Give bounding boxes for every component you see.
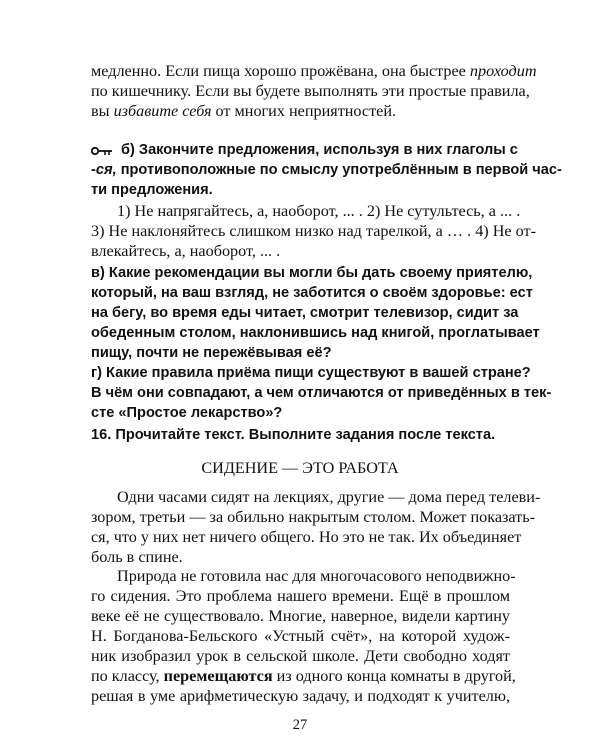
article-p2-line-5: ник изобразил урок в сельской школе. Дети свободно ходят — [91, 647, 510, 665]
article-p1-line-2: зором, третьи — за обильно накрытым столом. Может показать- — [91, 508, 536, 526]
exercise-16-heading: 16. Прочитайте текст. Выполните задания после текста. — [91, 427, 496, 443]
intro-line-1: медленно. Если пища хорошо прожёвана, она быстрее проходит — [91, 62, 537, 80]
task-b-line-1: б) Закончите предложения, используя в них глаголы с — [121, 142, 518, 158]
article-p1-line-3: ся, что у них нет ничего общего. Но это не так. Их объединяет — [91, 528, 522, 546]
highlighted-word: перемещаются — [163, 667, 273, 685]
task-v-line-1: в) Какие рекомендации вы могли бы дать своему приятелю, — [91, 265, 533, 281]
task-b-line-3: ти предложения. — [91, 182, 213, 198]
key-icon — [91, 145, 113, 157]
article-p2-line-2: го сидения. Это проблема нашего времени. Ещё в прошлом — [91, 587, 510, 605]
task-b-sentence-1: 1) Не напрягайтесь, а, наоборот, ... . 2) Не сутультесь, а ... . — [117, 202, 521, 220]
intro-line-3: вы избавите себя от многих неприятностей. — [91, 102, 397, 120]
article-title: СИДЕНИЕ — ЭТО РАБОТА — [201, 459, 399, 477]
page-number: 27 — [292, 717, 308, 733]
task-v-line-2: который, на ваш взгляд, не заботится о своём здоровье: ест — [91, 285, 533, 301]
task-v-line-4: обеденным столом, наклонившись над книгой, проглатывает — [91, 325, 540, 341]
article-p2-line-6: по классу, перемещаются из одного конца комнаты в другой, — [91, 667, 516, 685]
article-p1-line-1: Одни часами сидят на лекциях, другие — дома перед телеви- — [117, 488, 541, 506]
task-v-line-3: на бегу, во время еды читает, смотрит телевизор, сидит за — [91, 305, 519, 321]
article-p2-line-3: веке её не существовало. Многие, наверное, видели картину — [91, 607, 510, 625]
task-g-line-1: г) Какие правила приёма пищи существуют в вашей стране? — [91, 365, 531, 381]
task-b-sentence-3: влекайтесь, а, наоборот, ... . — [91, 242, 281, 260]
task-g-line-3: сте «Простое лекарство»? — [91, 405, 283, 421]
task-v-line-5: пищу, почти не пережёвывая её? — [91, 345, 332, 361]
intro-line-2: по кишечнику. Если вы будете выполнять эти простые правила, — [91, 82, 530, 100]
article-p2-line-1: Природа не готовила нас для многочасового неподвижно- — [117, 567, 516, 585]
task-g-line-2: В чём они совпадают, а чем отличаются от приведённых в тек- — [91, 385, 552, 401]
task-b-line-2: -ся, противоположные по смыслу употреблённым в первой час- — [91, 162, 562, 178]
article-p2-line-4: Н. Богданова-Бельского «Устный счёт», на которой худож- — [91, 627, 510, 645]
article-p1-line-4: боль в спине. — [91, 548, 183, 566]
task-b-sentence-2: 3) Не наклоняйтесь слишком низко над тарелкой, а … . 4) Не от- — [91, 222, 536, 240]
article-p2-line-7: решая в уме арифметическую задачу, и подходят к учителю, — [91, 687, 510, 705]
